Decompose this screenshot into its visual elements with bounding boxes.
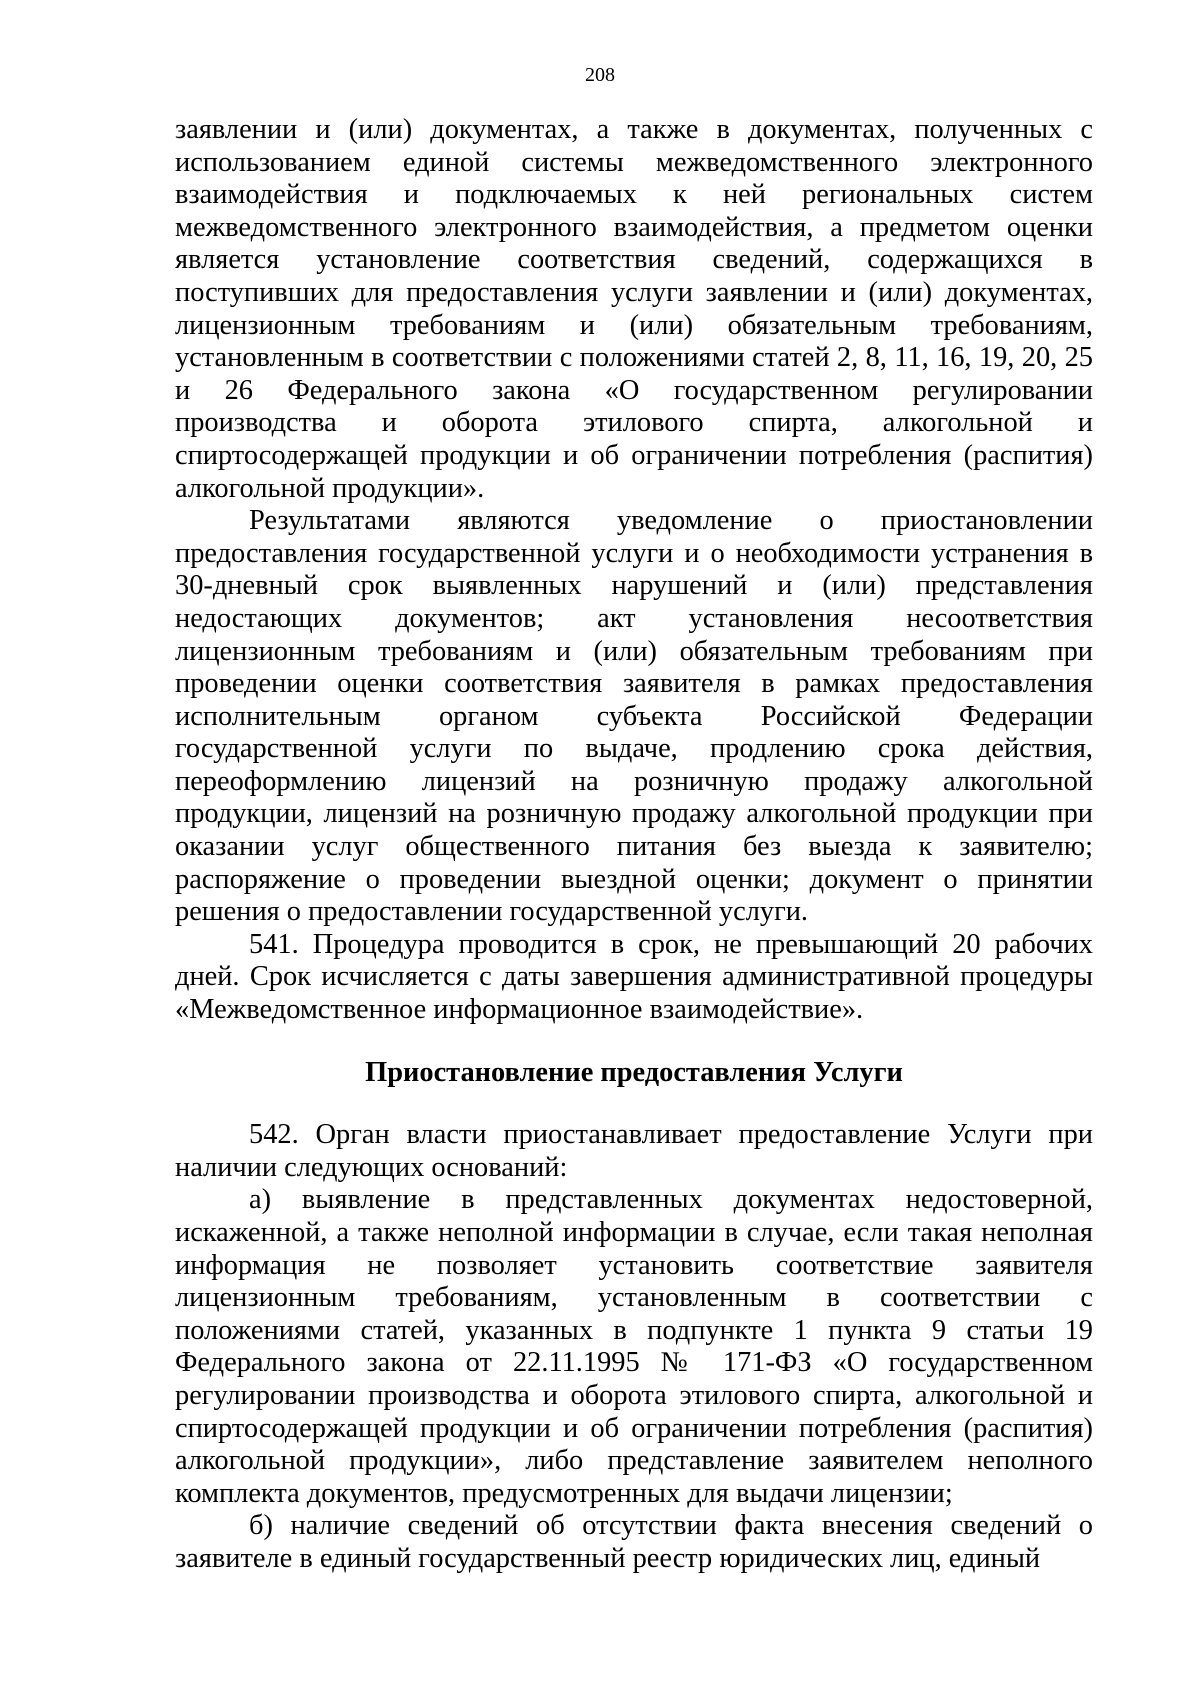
list-item-a: а) выявление в представленных документах недостоверной, искаженной, а также неполной информации в случае, если такая неполная информация не позволяет установить соответствие заявителя лицензионным требованиям, установленным в соответствии с положениями статей, указанных в подпункте 1 пункта 9 статьи 19 Федерального закона от 22.11.1995 № 171-ФЗ «О государственном регулировании производства и оборота этилового спирта, алкогольной и спиртосодержащей продукции и об ограничении потребления (распития) алкогольной продукции», либо представление заявителем неполного комплекта документов, предусмотренных для выдачи лицензии; [175,1184,1093,1509]
section-heading: Приостановление предоставления Услуги [365,1056,903,1088]
paragraph-continuation: заявлении и (или) документах, а также в документах, полученных с использованием единой системы межведомственного электронного взаимодействия и подключаемых к ней региональных систем межведомственного электронного взаимодействия, а предметом оценки является установление соответствия сведений, содержащихся в поступивших для предоставления услуги заявлении и (или) документах, лицензионным требованиям и (или) обязательным требованиям, установленным в соответствии с положениями статей 2, 8, 11, 16, 19, 20, 25 и 26 Федерального закона «О государственном регулировании производства и оборота этилового спирта, алкогольной и спиртосодержащей продукции и об ограничении потребления (распития) алкогольной продукции». [175,114,1093,504]
paragraph-542: 542. Орган власти приостанавливает предоставление Услуги при наличии следующих оснований: [175,1119,1093,1183]
paragraph-results: Результатами являются уведомление о приостановлении предоставления государственной услуги и о необходимости устранения в 30-дневный срок выявленных нарушений и (или) представления недостающих документов; акт установления несоответствия лицензионным требованиям и (или) обязательным требованиям при проведении оценки соответствия заявителя в рамках предоставления исполнительным органом субъекта Российской Федерации государственной услуги по выдаче, продлению срока действия, переоформлению лицензий на розничную продажу алкогольной продукции, лицензий на розничную продажу алкогольной продукции при оказании услуг общественного питания без выезда к заявителю; распоряжение о проведении выездной оценки; документ о принятии решения о предоставлении государственной услуги. [175,505,1093,928]
page-number: 208 [585,64,615,86]
paragraph-541: 541. Процедура проводится в срок, не превышающий 20 рабочих дней. Срок исчисляется с даты завершения административной процедуры «Межведомственное информационное взаимодействие». [175,928,1093,1026]
document-body [175,114,1093,1576]
list-item-b: б) наличие сведений об отсутствии факта внесения сведений о заявителе в единый государственный реестр юридических лиц, единый [175,1510,1093,1574]
